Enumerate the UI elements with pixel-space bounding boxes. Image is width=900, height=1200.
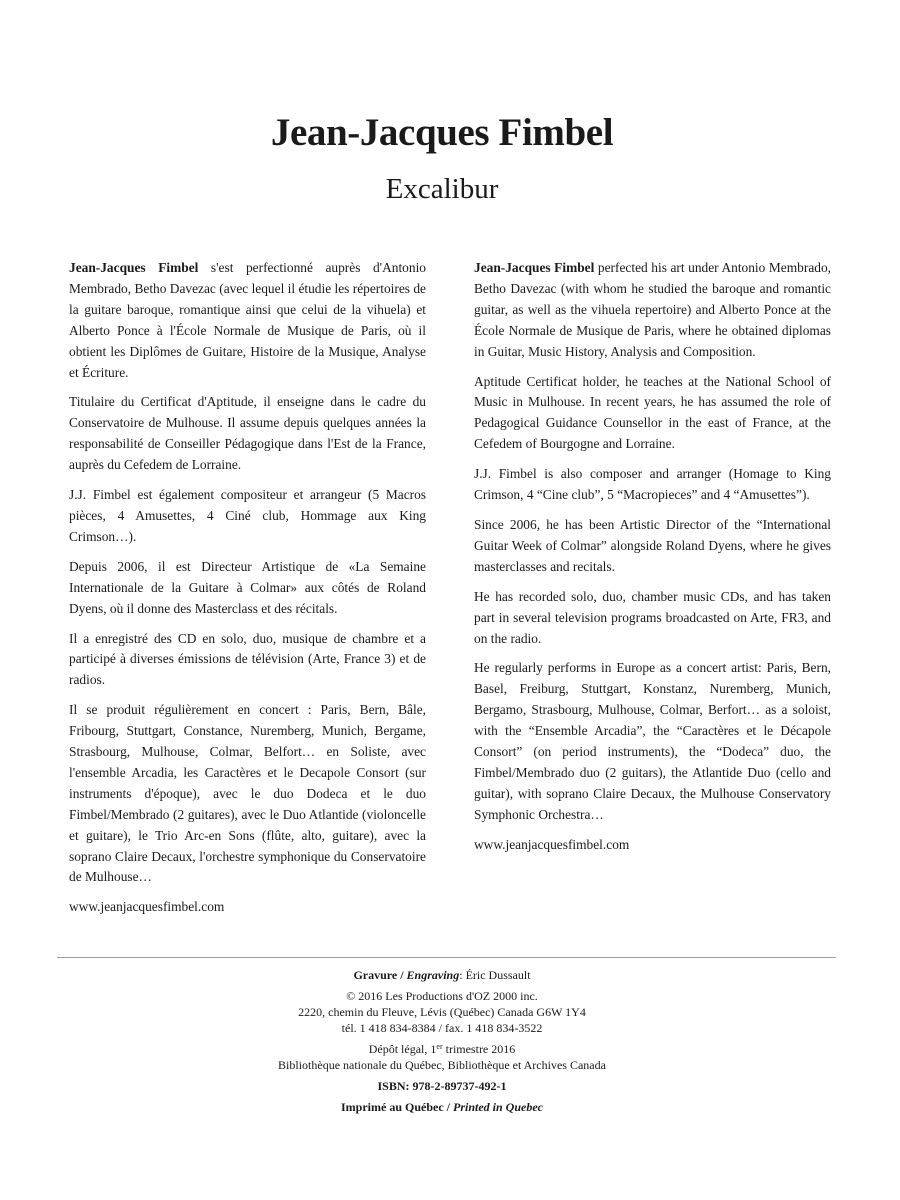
publisher-phone: tél. 1 418 834-8384 / fax. 1 418 834-3522 <box>341 1021 543 1035</box>
english-paragraph-5: He has recorded solo, duo, chamber music CDs, and has taken part in several television programs broadcasted on Arte, FR3, and on the radio. <box>474 588 831 646</box>
colophon <box>0 967 884 1115</box>
isbn: ISBN: 978-2-89737-492-1 <box>377 1079 507 1093</box>
english-paragraph-6: He regularly performs in Europe as a concert artist: Paris, Bern, Basel, Freiburg, Stuttgart, Konstanz, Nuremberg, Munich, Bergamo, Strasbourg, Mulhouse, Colmar, Berfort… as a soloist, with the “Ensemble Arcadia”, the “Caractères et le Décapole Consort” (on period instruments), the “Dodeca” duo, the Fimbel/Membrado duo (2 guitars), the Atlantide Duo (cello and guitar), with soprano Claire Decaux, the Mulhouse Conservatory Symphonic Orchestra… <box>474 660 831 822</box>
printed-label-fr: Imprimé au Québec / <box>341 1100 450 1114</box>
french-paragraph-1-text: s'est perfectionné auprès d'Antonio Membrado, Betho Davezac (avec lequel il étudie les répertoires de la guitare baroque, romantique ainsi que celui de la vihuela) et Alberto Ponce à l'École Normale de Musique de Paris, où il obtient les Diplômes de Guitare, Histoire de la Musique, Analyse et Écriture. <box>69 260 426 380</box>
english-paragraph-4: Since 2006, he has been Artistic Director of the “International Guitar Week of Colmar” alongside Roland Dyens, where he gives masterclasses and recitals. <box>474 516 831 574</box>
engraver-name: : Éric Dussault <box>459 968 531 982</box>
english-artist-name: Jean-Jacques Fimbel <box>474 260 595 275</box>
english-website-link[interactable]: www.jeanjacquesfimbel.com <box>474 836 630 852</box>
english-paragraph-1-text: perfected his art under Antonio Membrado, Betho Davezac (with whom he studied the baroque and romantic guitar, as well as the vihuela repertoire) and Alberto Ponce at the École Normale de Musique de Paris, where he obtained diplomas in Guitar, Music History, Analysis and Composition. <box>474 260 832 359</box>
page-title: Jean-Jacques Fimbel <box>270 111 614 154</box>
french-paragraph-6: Il se produit régulièrement en concert : Paris, Bern, Bâle, Fribourg, Stuttgart, Constance, Nuremberg, Munich, Bergame, Strasbourg, Mulhouse, Colmar, Belfort… en Soliste, avec l'ensemble Arcadia, les Caractères et le Decapole Consort (sur instruments d'époque), avec le duo Dodeca et le duo Fimbel/Membrado (2 guitares), avec le Duo Atlantide (violoncelle et guitare), le Trio Arc-en Sons (flûte, alto, guitare), avec la soprano Claire Decaux, l'orchestre symphonique du Conservatoire de Mulhouse… <box>69 702 426 885</box>
french-website-link[interactable]: www.jeanjacquesfimbel.com <box>69 899 225 915</box>
engraving-credit <box>0 967 884 983</box>
engraving-label-en: Engraving <box>406 968 460 982</box>
french-paragraph-1 <box>69 258 426 383</box>
french-artist-name: Jean-Jacques Fimbel <box>69 260 199 275</box>
english-paragraph-3: J.J. Fimbel is also composer and arranger (Homage to King Crimson, 4 “Cine club”, 5 “Macropieces” and 4 “Amusettes”). <box>474 466 831 503</box>
printed-label-en: Printed in Quebec <box>453 1100 543 1114</box>
divider-line <box>57 957 836 958</box>
page-subtitle: Excalibur <box>385 173 499 205</box>
legal-deposit-superscript: er <box>436 1042 443 1051</box>
libraries-line: Bibliothèque nationale du Québec, Bibliothèque et Archives Canada <box>278 1058 606 1072</box>
english-paragraph-2: Aptitude Certificat holder, he teaches at the National School of Music in Mulhouse. In recent years, he has assumed the role of Pedagogical Guidance Counsellor in the east of France, at the Cefedem of Bourgogne and Lorraine. <box>474 373 831 452</box>
french-column <box>69 258 426 927</box>
french-paragraph-4: Depuis 2006, il est Directeur Artistique de «La Semaine Internationale de la Guitare à Colmar» aux côtés de Roland Dyens, où il donne des Masterclass et des récitals. <box>69 558 426 616</box>
legal-deposit <box>0 1041 884 1057</box>
english-column <box>474 258 831 865</box>
copyright-line: © 2016 Les Productions d'OZ 2000 inc. <box>346 989 538 1003</box>
printed-in-line <box>0 1099 884 1115</box>
french-paragraph-3: J.J. Fimbel est également compositeur et arrangeur (5 Macros pièces, 4 Amusettes, 4 Ciné club, Hommage aux King Crimson…). <box>69 487 426 544</box>
engraving-label-fr: Gravure / <box>353 968 404 982</box>
french-paragraph-5: Il a enregistré des CD en solo, duo, musique de chambre et a participé à diverses émissions de télévision (Arte, France 3) et de radios. <box>69 630 426 688</box>
legal-deposit-prefix: Dépôt légal, 1 <box>368 1042 437 1056</box>
legal-deposit-suffix: trimestre 2016 <box>442 1042 516 1056</box>
french-paragraph-2: Titulaire du Certificat d'Aptitude, il enseigne dans le cadre du Conservatoire de Mulhouse. Il assume depuis quelques années la responsabilité de Conseiller Pédagogique dans l'Est de la France, auprès du Cefedem de Lorraine. <box>69 394 426 473</box>
publisher-address: 2220, chemin du Fleuve, Lévis (Québec) Canada G6W 1Y4 <box>298 1005 586 1019</box>
english-paragraph-1 <box>474 258 831 363</box>
